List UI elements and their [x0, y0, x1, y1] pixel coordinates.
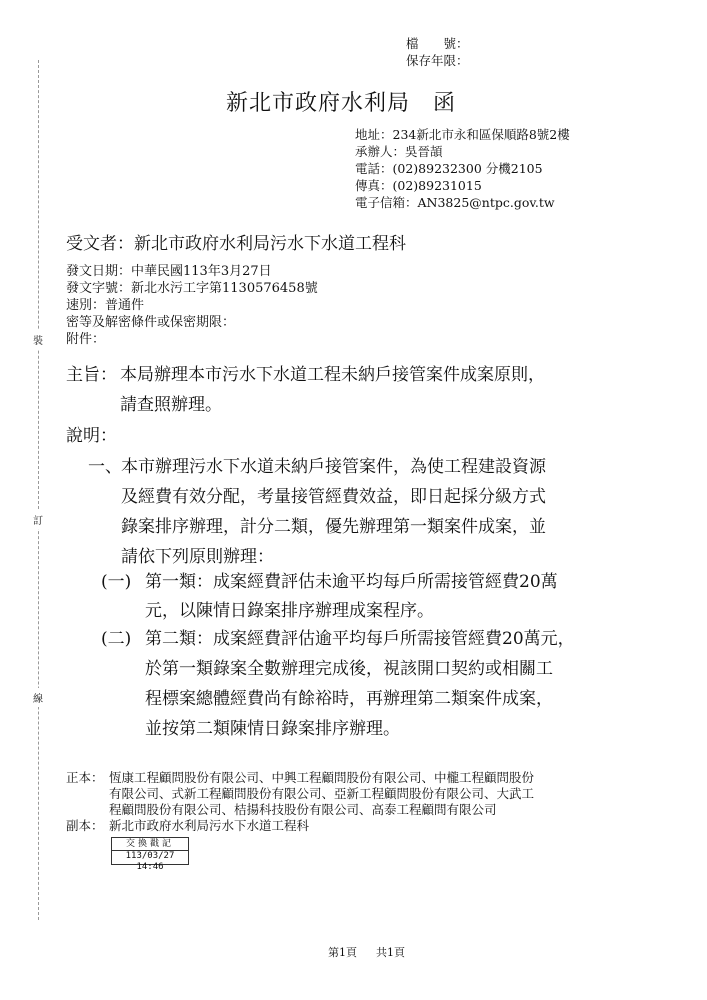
subject-line-1: 本局辦理本市污水下水道工程未納戶接管案件成案原則， — [120, 365, 545, 385]
subject-line-2: 請查照辦理。 — [120, 395, 222, 415]
sender-phone: 電話：(02)89232300 分機2105 — [355, 161, 543, 176]
footer-total: 共1頁 — [376, 946, 405, 959]
sub-2-line-4: 並按第二類陳情日錄案排序辦理。 — [145, 719, 400, 739]
sender-email: 電子信箱：AN3825@ntpc.gov.tw — [355, 195, 555, 210]
item-1-line-2: 及經費有效分配，考量接管經費效益，即日起採分級方式 — [121, 487, 546, 507]
file-number-label: 檔 號： — [406, 36, 469, 51]
distribution-main-line-3: 程顧問股份有限公司、桔揚科技股份有限公司、高泰工程顧問有限公司 — [109, 802, 497, 817]
sender-fax: 傳真：(02)89231015 — [355, 178, 482, 193]
margin-mark-ding: 訂 — [33, 510, 43, 529]
sub-2-line-2: 於第一類錄案全數辦理完成後，視該開口契約或相關工 — [145, 659, 553, 679]
retention-label: 保存年限： — [406, 53, 469, 68]
distribution-copy-label: 副本： — [66, 818, 104, 833]
subject-label: 主旨： — [66, 365, 117, 385]
distribution-main-line-2: 有限公司、式新工程顧問股份有限公司、亞新工程顧問股份有限公司、大武工 — [109, 786, 535, 801]
sub-1-number: (一) — [101, 572, 132, 592]
sub-2-line-1: 第二類：成案經費評估逾平均每戶所需接管經費20萬元， — [145, 629, 575, 649]
stamp-datetime: 113/03/27 14:46 — [112, 850, 188, 873]
sender-handler: 承辦人：吳晉頡 — [355, 144, 443, 159]
margin-mark-xian: 線 — [33, 688, 43, 707]
margin-mark-zhuang: 裝 — [33, 330, 43, 349]
sender-address: 地址：234新北市永和區保順路8號2樓 — [355, 127, 570, 142]
explanation-label: 說明： — [66, 426, 117, 446]
sub-1-line-2: 元，以陳情日錄案排序辦理成案程序。 — [145, 601, 434, 621]
exchange-stamp — [111, 837, 189, 872]
sub-2-line-3: 程標案總體經費尚有餘裕時，再辦理第二類案件成案， — [145, 689, 553, 709]
item-1-line-4: 請依下列原則辦理： — [121, 547, 274, 567]
issue-date: 發文日期：中華民國113年3月27日 — [66, 264, 272, 279]
attachments: 附件： — [66, 332, 106, 347]
binding-line — [38, 60, 39, 920]
footer-page-number — [328, 946, 405, 960]
footer-page: 第1頁 — [328, 946, 357, 959]
item-1-line-3: 錄案排序辦理，計分二類，優先辦理第一類案件成案，並 — [121, 517, 546, 537]
urgency: 速別：普通件 — [66, 298, 145, 313]
sub-1-line-1: 第一類：成案經費評估未逾平均每戶所需接管經費20萬 — [145, 572, 558, 592]
item-1-number: 一、 — [88, 457, 122, 477]
distribution-main-label: 正本： — [66, 770, 104, 785]
sub-2-number: (二) — [101, 629, 132, 649]
distribution-main-line-1: 恆康工程顧問股份有限公司、中興工程顧問股份有限公司、中櫳工程顧問股份 — [109, 770, 535, 785]
confidentiality: 密等及解密條件或保密期限： — [66, 315, 236, 330]
stamp-title: 交換戳記 — [125, 839, 174, 849]
recipient: 受文者：新北市政府水利局污水下水道工程科 — [66, 234, 406, 254]
issue-number: 發文字號：新北水污工字第1130576458號 — [66, 281, 318, 296]
distribution-copy-text: 新北市政府水利局污水下水道工程科 — [109, 818, 310, 833]
document-title: 新北市政府水利局 函 — [226, 91, 457, 116]
item-1-line-1: 本市辦理污水下水道未納戶接管案件，為使工程建設資源 — [121, 457, 546, 477]
